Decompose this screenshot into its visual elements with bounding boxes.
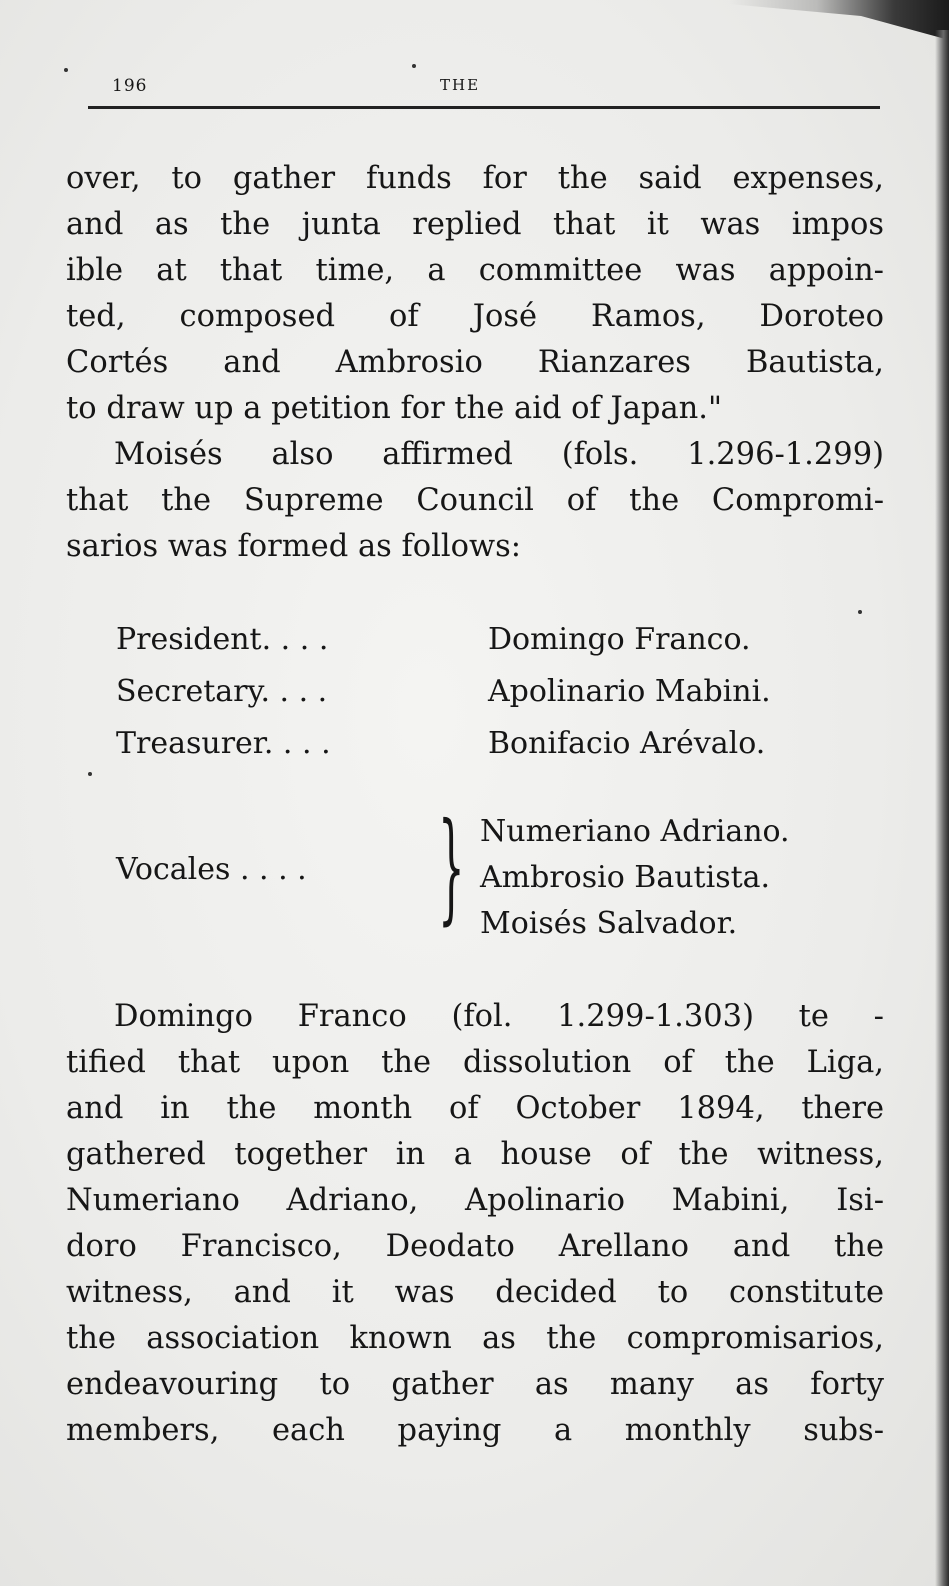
- text-line: Moisés also affirmed (fols. 1.296-1.299): [114, 437, 884, 472]
- officer-name: Domingo Franco.: [488, 622, 751, 657]
- curly-brace-icon: }: [438, 798, 465, 937]
- text-line: ible at that time, a committee was appoin-: [66, 253, 884, 288]
- text-line: ted, composed of José Ramos, Doroteo: [66, 299, 884, 334]
- officer-role: Secretary. . . .: [116, 674, 328, 709]
- header-rule: [88, 106, 880, 109]
- text-line: and as the junta replied that it was impos: [66, 207, 884, 242]
- text-line: witness, and it was decided to constitute: [66, 1275, 884, 1310]
- text-line: Cortés and Ambrosio Rianzares Bautista,: [66, 345, 884, 380]
- officer-role: Treasurer. . . .: [116, 726, 331, 761]
- scan-shadow-top: [729, 0, 949, 40]
- scan-speck: [64, 68, 68, 72]
- vocal-name: Ambrosio Bautista.: [480, 860, 771, 895]
- vocal-name: Moisés Salvador.: [480, 906, 738, 941]
- text-line: Numeriano Adriano, Apolinario Mabini, Isi-: [66, 1183, 884, 1218]
- officer-name: Bonifacio Arévalo.: [488, 726, 766, 761]
- officer-row: [116, 666, 856, 718]
- paragraph-3: [66, 994, 884, 1454]
- text-line: sarios was formed as follows:: [66, 529, 522, 564]
- paragraph-2: [66, 432, 884, 570]
- text-line: the association known as the compromisarios,: [66, 1321, 884, 1356]
- running-head: THE: [440, 76, 481, 94]
- text-line: over, to gather funds for the said expenses,: [66, 161, 884, 196]
- officer-row: [116, 718, 856, 770]
- officer-name: Apolinario Mabini.: [488, 674, 771, 709]
- scan-speck: [858, 610, 862, 614]
- text-line: to draw up a petition for the aid of Japan.": [66, 391, 723, 426]
- text-line: members, each paying a monthly subs-: [66, 1413, 884, 1448]
- text-line: and in the month of October 1894, there: [66, 1091, 884, 1126]
- scan-speck: [88, 772, 92, 776]
- text-line: endeavouring to gather as many as forty: [66, 1367, 884, 1402]
- page-number: 196: [112, 76, 148, 96]
- text-line: doro Francisco, Deodato Arellano and the: [66, 1229, 884, 1264]
- paragraph-1: [66, 156, 884, 432]
- officer-role: President. . . .: [116, 622, 329, 657]
- council-officers-list: [116, 614, 856, 770]
- scan-speck: [412, 64, 416, 68]
- officer-row: [116, 614, 856, 666]
- text-line: that the Supreme Council of the Compromi-: [66, 483, 884, 518]
- scan-shadow-right: [935, 30, 949, 1586]
- vocales-label: Vocales . . . .: [116, 852, 307, 887]
- page-header: [88, 70, 880, 120]
- text-line: gathered together in a house of the witness,: [66, 1137, 884, 1172]
- text-line: Domingo Franco (fol. 1.299-1.303) te -: [114, 999, 884, 1034]
- vocales-group: [116, 798, 856, 944]
- vocal-name: Numeriano Adriano.: [480, 814, 790, 849]
- text-line: tified that upon the dissolution of the Liga,: [66, 1045, 884, 1080]
